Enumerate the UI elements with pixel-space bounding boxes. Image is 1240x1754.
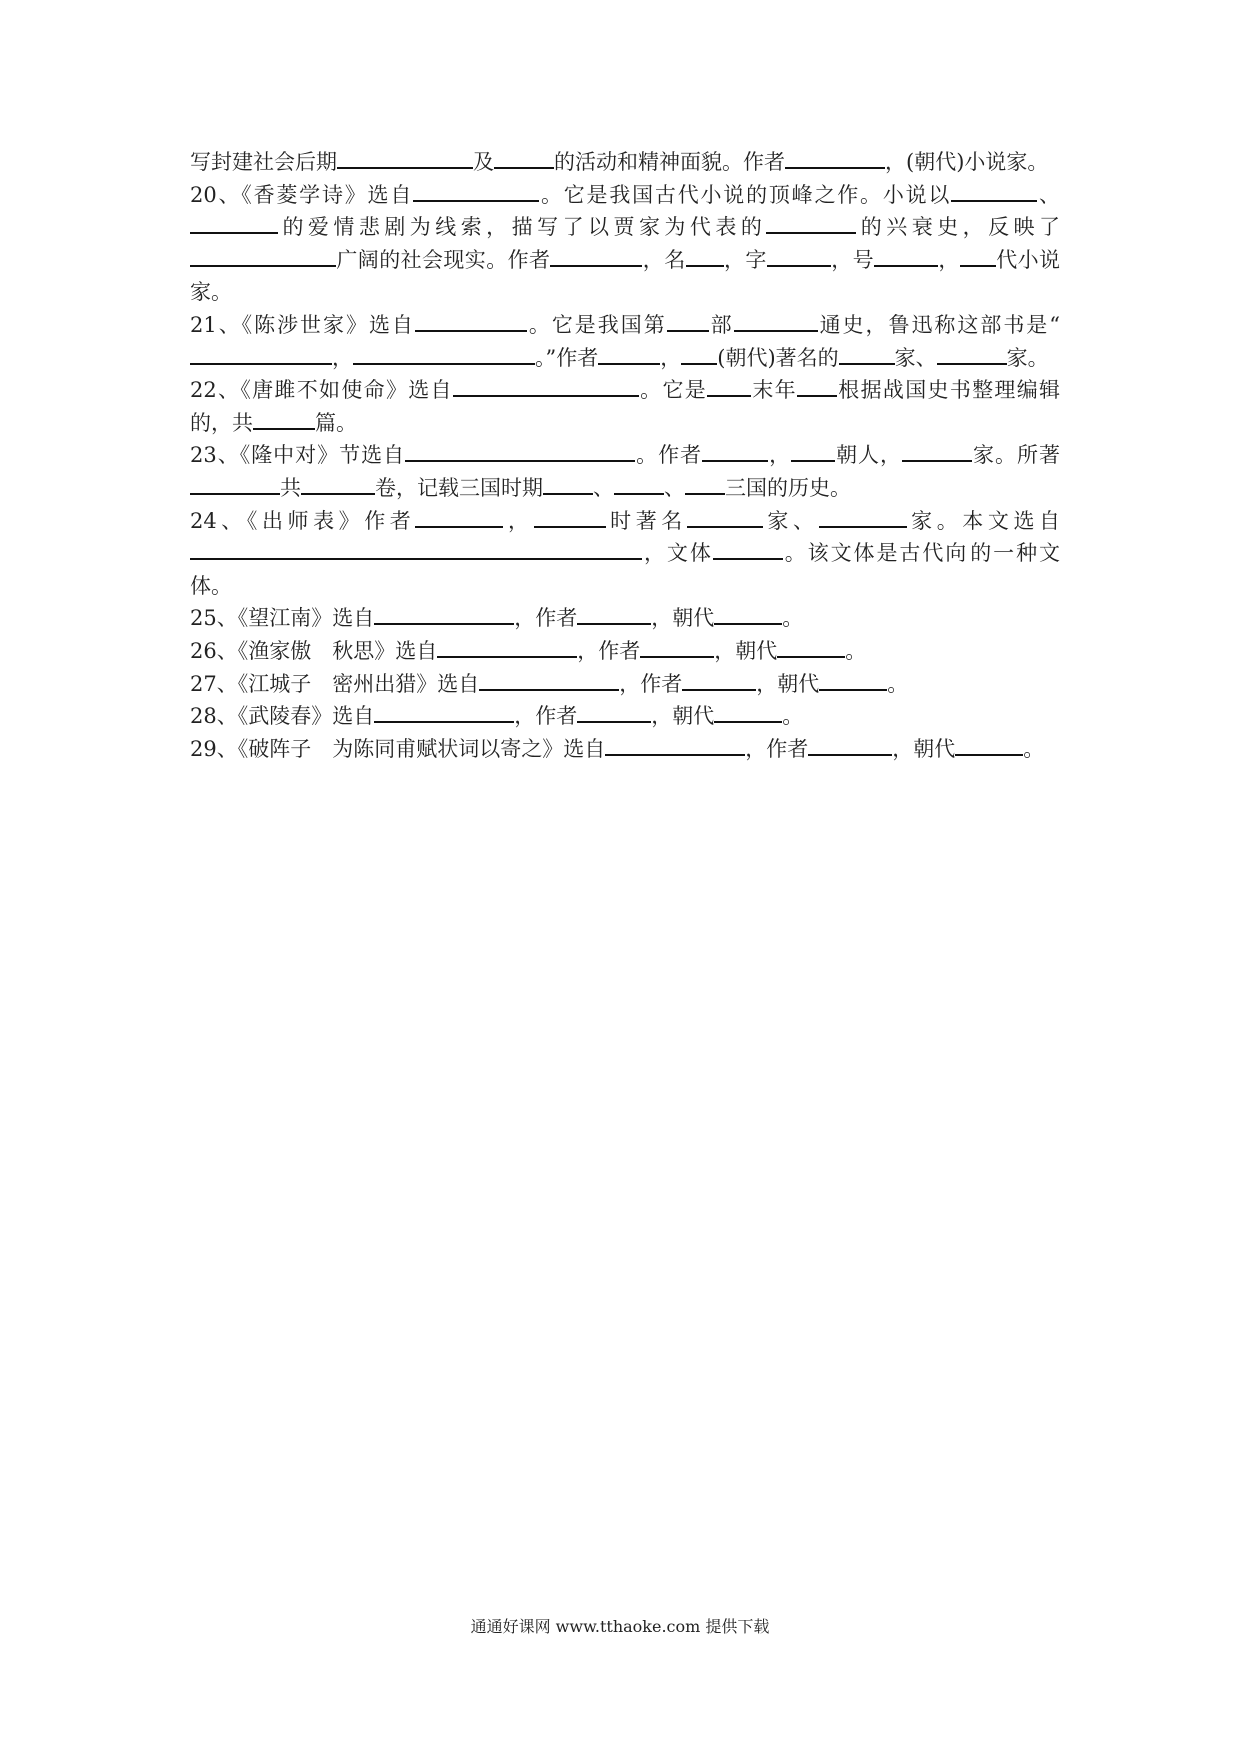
question-text: 。作者	[635, 443, 703, 468]
question-text: 及	[473, 150, 494, 174]
question-text: 27、《江城子 密州出猎》选自	[190, 671, 480, 696]
answer-blank[interactable]	[494, 149, 554, 169]
question-text: ，号	[830, 247, 875, 272]
answer-blank[interactable]	[797, 377, 837, 397]
question-text: 。该文体是古代向	[782, 541, 969, 566]
answer-blank[interactable]	[614, 475, 664, 495]
answer-blank[interactable]	[605, 736, 745, 756]
question-text: 的活动和精神面貌。作者	[554, 150, 785, 174]
question-text: 家、	[762, 508, 819, 533]
answer-blank[interactable]	[707, 377, 751, 397]
answer-blank[interactable]	[190, 540, 642, 560]
answer-blank[interactable]	[767, 247, 831, 267]
question-item	[190, 309, 1060, 374]
answer-blank[interactable]	[301, 475, 375, 495]
question-text: 的一种文体。	[190, 541, 1061, 598]
answer-blank[interactable]	[687, 508, 763, 528]
question-item	[190, 668, 1060, 701]
answer-blank[interactable]	[437, 638, 577, 658]
question-item	[190, 700, 1060, 733]
answer-blank[interactable]	[640, 638, 714, 658]
question-text: 、	[664, 475, 685, 500]
answer-blank[interactable]	[374, 703, 514, 723]
answer-blank[interactable]	[534, 508, 606, 528]
question-text: ，作者	[514, 704, 578, 729]
question-text: 20、《香菱学诗》选自	[190, 182, 414, 207]
question-text: 。”作者	[535, 345, 599, 370]
answer-blank[interactable]	[955, 736, 1023, 756]
question-text: 卷，记载三国时期	[375, 475, 543, 500]
question-text: 。它是我国古代小说的顶峰之作。小说以	[539, 182, 952, 207]
answer-blank[interactable]	[714, 605, 782, 625]
answer-blank[interactable]	[598, 345, 660, 365]
question-text: 28、《武陵春》选自	[190, 704, 375, 729]
answer-blank[interactable]	[686, 247, 724, 267]
answer-blank[interactable]	[839, 345, 895, 365]
answer-blank[interactable]	[808, 736, 892, 756]
answer-blank[interactable]	[190, 214, 278, 234]
answer-blank[interactable]	[777, 638, 845, 658]
question-text: 29、《破阵子 为陈同甫赋状词以寄之》选自	[190, 736, 606, 761]
question-text: ，朝代	[714, 638, 778, 663]
answer-blank[interactable]	[190, 475, 280, 495]
question-text: ，朝代	[651, 704, 715, 729]
question-text: ，	[768, 443, 792, 468]
question-text: 家。	[1006, 345, 1049, 370]
answer-blank[interactable]	[577, 703, 651, 723]
question-text: 家、	[894, 345, 937, 370]
answer-blank[interactable]	[702, 442, 768, 462]
question-text: 26、《渔家傲 秋思》选自	[190, 638, 438, 663]
question-text: (朝代)著名的	[717, 345, 839, 370]
answer-blank[interactable]	[479, 671, 619, 691]
answer-blank[interactable]	[337, 149, 473, 169]
question-text: 。它是我国第	[526, 312, 667, 337]
question-text: 。	[845, 638, 867, 663]
question-item	[190, 374, 1060, 439]
answer-blank[interactable]	[960, 247, 996, 267]
question-text: ，(朝代)小说家。	[885, 150, 1049, 174]
question-text: 。	[887, 671, 909, 696]
question-text: ，	[332, 345, 353, 370]
answer-blank[interactable]	[577, 605, 651, 625]
answer-blank[interactable]	[937, 345, 1007, 365]
question-text: 24、《出师表》作者	[190, 508, 416, 533]
worksheet-body	[190, 146, 1060, 765]
answer-blank[interactable]	[734, 312, 818, 332]
question-text: ，名	[642, 247, 686, 272]
question-text: ，	[660, 345, 682, 370]
question-text: 时著名	[605, 508, 687, 533]
question-text: 三国的历史。	[725, 475, 851, 500]
question-text: 代小说家。	[190, 247, 1061, 305]
answer-blank[interactable]	[405, 442, 635, 462]
question-item	[190, 602, 1060, 635]
answer-blank[interactable]	[819, 671, 887, 691]
question-text: ，作者	[577, 638, 641, 663]
question-text: 家。本文选自	[906, 508, 1061, 533]
question-text: 21、《陈涉世家》选自	[190, 312, 415, 337]
question-text: 写封建社会后期	[190, 150, 337, 174]
answer-blank[interactable]	[874, 247, 938, 267]
question-item	[190, 733, 1060, 766]
answer-blank[interactable]	[819, 508, 907, 528]
answer-blank[interactable]	[190, 345, 332, 365]
question-text: ，	[938, 247, 960, 272]
question-text: ，朝代	[892, 736, 956, 761]
question-text: ，作者	[745, 736, 809, 761]
question-text: 的兴衰史，反映了	[856, 215, 1061, 240]
question-text: ，作者	[514, 606, 578, 631]
answer-blank[interactable]	[667, 312, 709, 332]
question-text: 。它是	[638, 378, 708, 403]
page-footer: 通通好课网 www.tthaoke.com 提供下载	[470, 1617, 770, 1636]
answer-blank[interactable]	[714, 703, 782, 723]
answer-blank[interactable]	[682, 671, 756, 691]
question-text: 末年	[751, 378, 797, 403]
answer-blank[interactable]	[766, 214, 856, 234]
answer-blank[interactable]	[374, 605, 514, 625]
question-text: 共	[280, 475, 301, 500]
question-text: 、	[1037, 182, 1061, 207]
answer-blank[interactable]	[353, 345, 535, 365]
question-text: 根据战国史书整理编辑的，共	[190, 378, 1061, 435]
question-text: 朝人，	[835, 443, 903, 468]
question-text: 、	[593, 475, 614, 500]
question-text: 。	[782, 704, 804, 729]
question-text: 。	[782, 606, 804, 631]
answer-blank[interactable]	[453, 377, 639, 397]
question-text: ，	[503, 508, 534, 533]
answer-blank[interactable]	[951, 182, 1037, 202]
question-text: ，朝代	[756, 671, 820, 696]
answer-blank[interactable]	[791, 442, 835, 462]
question-text: 22、《唐雎不如使命》选自	[190, 378, 453, 403]
answer-blank[interactable]	[543, 475, 593, 495]
question-item	[190, 439, 1060, 504]
question-text: ，文体	[642, 541, 713, 566]
question-text: 通史，鲁迅称这部书是“	[817, 312, 1060, 337]
answer-blank[interactable]	[713, 540, 783, 560]
question-text: ，作者	[619, 671, 683, 696]
answer-blank[interactable]	[681, 345, 717, 365]
question-text: ，朝代	[651, 606, 715, 631]
question-text: 。	[1023, 736, 1045, 761]
question-text: 23、《隆中对》节选自	[190, 443, 406, 468]
answer-blank[interactable]	[685, 475, 725, 495]
answer-blank[interactable]	[253, 410, 315, 430]
answer-blank[interactable]	[413, 182, 539, 202]
question-item	[190, 146, 1060, 179]
answer-blank[interactable]	[190, 247, 336, 267]
answer-blank[interactable]	[415, 312, 527, 332]
answer-blank[interactable]	[550, 247, 642, 267]
question-text: ，字	[723, 247, 767, 272]
question-text: 25、《望江南》选自	[190, 606, 375, 631]
question-text: 的爱情悲剧为线索，描写了以贾家为代表的	[278, 215, 767, 240]
question-item	[190, 179, 1060, 309]
answer-blank[interactable]	[902, 442, 972, 462]
question-item	[190, 635, 1060, 668]
question-text: 部	[708, 312, 734, 337]
question-text: 篇。	[315, 410, 357, 435]
question-text: 家。所著	[972, 443, 1061, 468]
question-text: 广阔的社会现实。作者	[336, 247, 551, 272]
question-item	[190, 505, 1060, 603]
answer-blank[interactable]	[415, 508, 503, 528]
answer-blank[interactable]	[785, 149, 885, 169]
